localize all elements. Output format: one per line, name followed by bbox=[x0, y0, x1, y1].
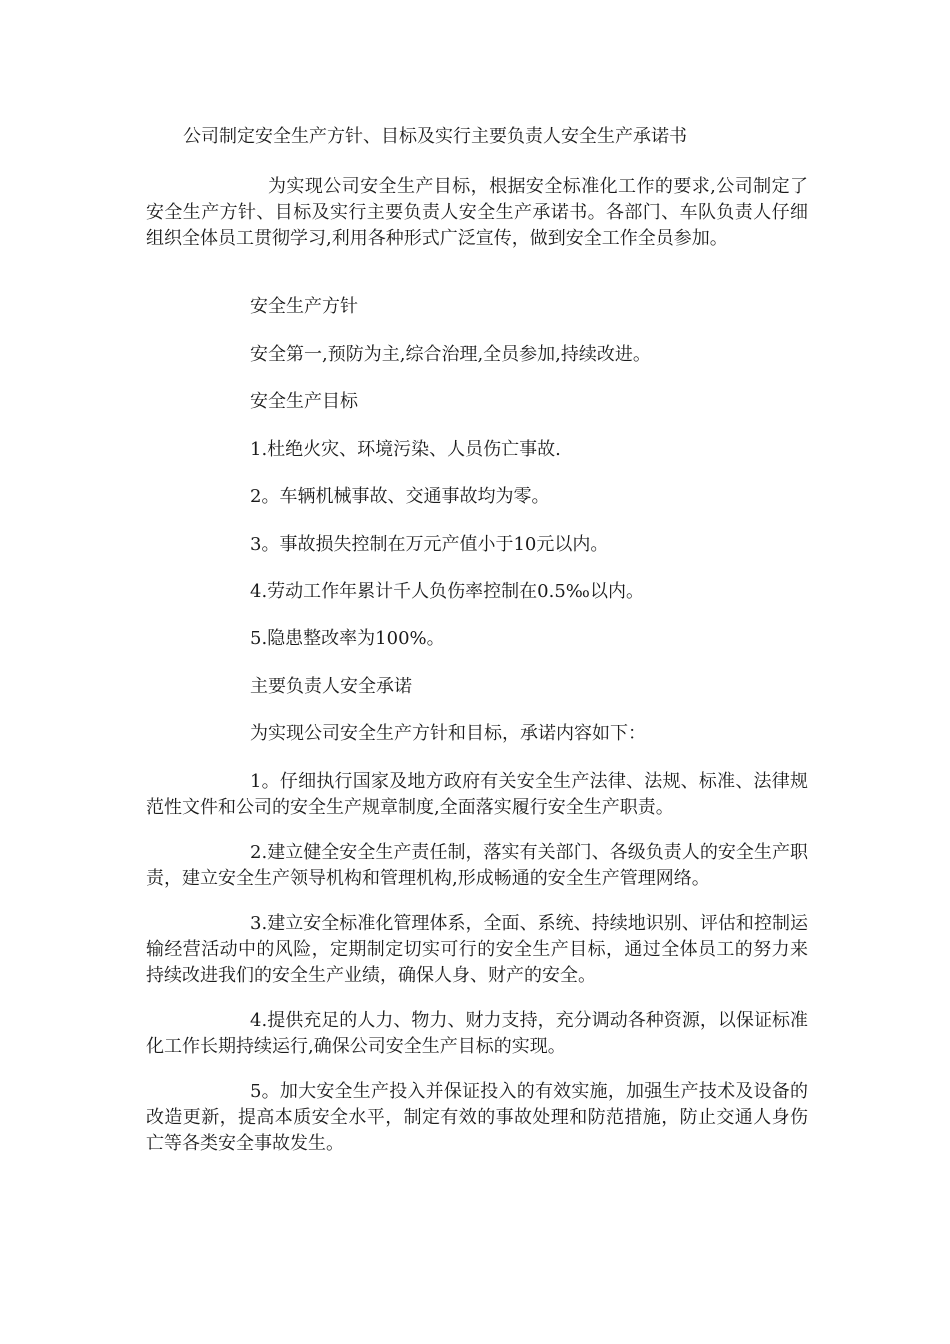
goal-item: 4.劳动工作年累计千人负伤率控制在0.5‰以内。 bbox=[250, 581, 644, 602]
commitment-item: 1。仔细执行国家及地方政府有关安全生产法律、法规、标准、法律规范性文件和公司的安全生产规章制度,全面落实履行安全生产职责。 bbox=[146, 771, 808, 818]
document-title: 公司制定安全生产方针、目标及实行主要负责人安全生产承诺书 bbox=[183, 126, 687, 147]
goal-item: 2。车辆机械事故、交通事故均为零。 bbox=[250, 486, 550, 507]
goal-item: 3。事故损失控制在万元产值小于10元以内。 bbox=[250, 534, 609, 555]
goal-item: 5.隐患整改率为100%。 bbox=[250, 628, 445, 649]
commitment-item: 2.建立健全安全生产责任制，落实有关部门、各级负责人的安全生产职责，建立安全生产领导机构和管理机构,形成畅通的安全生产管理网络。 bbox=[146, 842, 808, 889]
goals-heading: 安全生产目标 bbox=[250, 391, 358, 412]
commitment-heading: 主要负责人安全承诺 bbox=[250, 676, 412, 697]
goal-item: 1.杜绝火灾、环境污染、人员伤亡事故. bbox=[250, 439, 561, 460]
commitment-item: 3.建立安全标准化管理体系，全面、系统、持续地识别、评估和控制运输经营活动中的风险，定期制定切实可行的安全生产目标，通过全体员工的努力来持续改进我们的安全生产业绩，确保人身、财产的安全。 bbox=[146, 913, 808, 986]
commitment-item: 4.提供充足的人力、物力、财力支持，充分调动各种资源，以保证标准化工作长期持续运行,确保公司安全生产目标的实现。 bbox=[146, 1010, 808, 1057]
policy-text: 安全第一,预防为主,综合治理,全员参加,持续改进。 bbox=[250, 344, 651, 365]
commitment-intro: 为实现公司安全生产方针和目标，承诺内容如下： bbox=[250, 723, 646, 744]
policy-heading: 安全生产方针 bbox=[250, 296, 358, 317]
commitment-item: 5。加大安全生产投入并保证投入的有效实施，加强生产技术及设备的改造更新，提高本质安全水平，制定有效的事故处理和防范措施，防止交通人身伤亡等各类安全事故发生。 bbox=[146, 1081, 808, 1154]
intro-paragraph: 为实现公司安全生产目标，根据安全标准化工作的要求,公司制定了安全生产方针、目标及实行主要负责人安全生产承诺书。各部门、车队负责人仔细组织全体员工贯彻学习,利用各种形式广泛宣传，做到安全工作全员参加。 bbox=[146, 176, 808, 249]
